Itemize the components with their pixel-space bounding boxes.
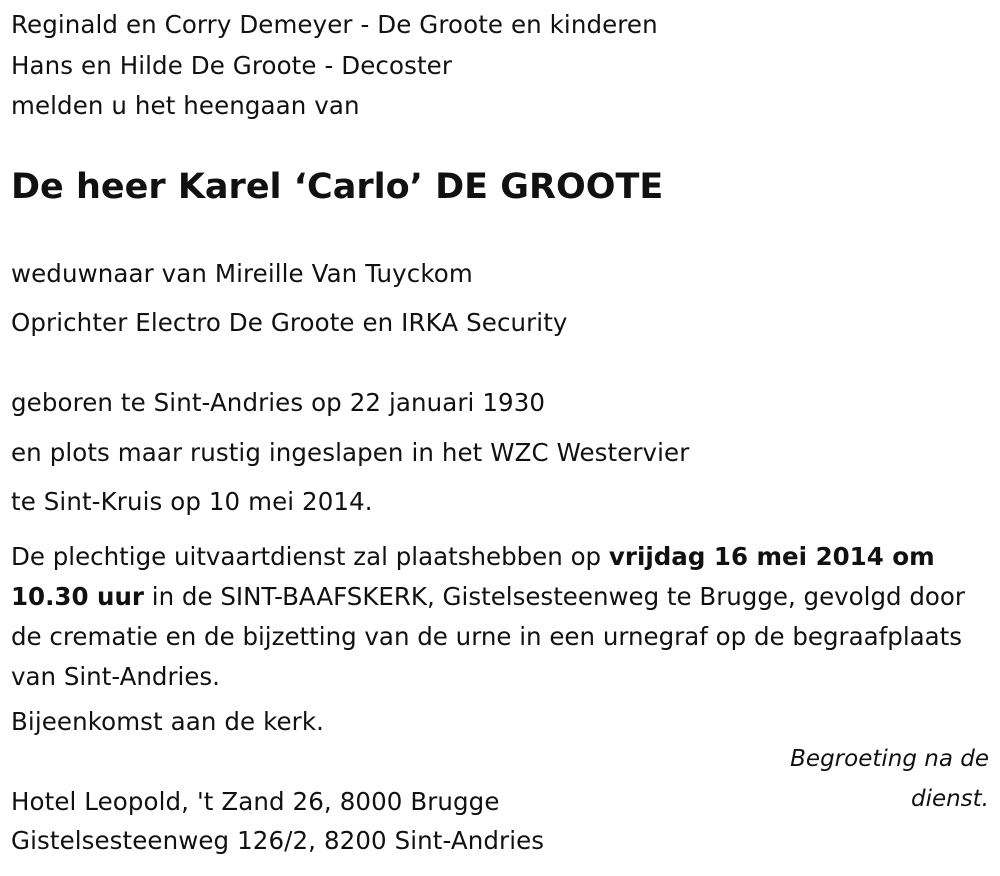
deceased-name: De heer Karel ‘Carlo’ DE GROOTE xyxy=(11,167,664,207)
service-paragraph xyxy=(11,537,991,697)
service-rest: in de SINT-BAAFSKERK, Gistelsesteenweg te Brugge, gevolgd door de crematie en de bijzetting van de urne in een urnegraf op de begraafplaats van Sint-Andries. xyxy=(11,582,965,691)
address-line-1: Hotel Leopold, 't Zand 26, 8000 Brugge xyxy=(11,787,500,816)
gathering-line: Bijeenkomst aan de kerk. xyxy=(11,707,325,736)
announcer-line-1: Reginald en Corry Demeyer - De Groote en kinderen xyxy=(11,10,658,39)
birth-line: geboren te Sint-Andries op 22 januari 1930 xyxy=(11,388,546,417)
service-datetime: vrijdag 16 mei 2014 om 10.30 uur xyxy=(11,542,935,611)
announcer-line-2: Hans en Hilde De Groote - Decoster xyxy=(11,51,452,80)
service-intro: De plechtige uitvaartdienst zal plaatshebben op xyxy=(11,542,609,571)
announcer-line-3: melden u het heengaan van xyxy=(11,91,360,120)
passing-line: en plots maar rustig ingeslapen in het WZC Westervier xyxy=(11,438,690,467)
founder-line: Oprichter Electro De Groote en IRKA Security xyxy=(11,308,568,337)
greeting-note: Begroeting na de dienst. xyxy=(790,746,989,812)
passing-place-line: te Sint-Kruis op 10 mei 2014. xyxy=(11,487,373,516)
widower-line: weduwnaar van Mireille Van Tuyckom xyxy=(11,259,473,288)
address-line-2: Gistelsesteenweg 126/2, 8200 Sint-Andries xyxy=(11,826,545,855)
